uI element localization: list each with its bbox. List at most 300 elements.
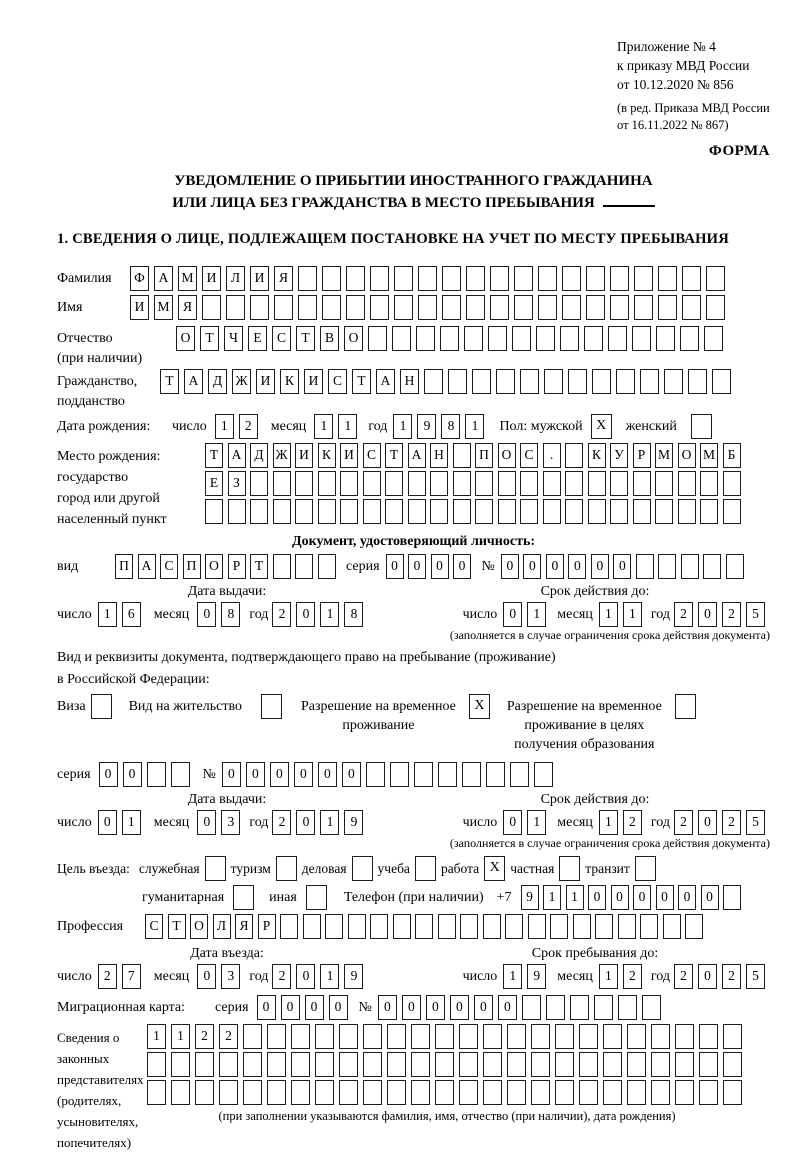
char-cell[interactable]: 1: [527, 602, 546, 627]
char-cell[interactable]: Л: [213, 914, 231, 939]
char-cell[interactable]: А: [184, 369, 203, 394]
char-cell[interactable]: [414, 762, 433, 787]
char-cell[interactable]: [528, 914, 546, 939]
char-cell[interactable]: 1: [314, 414, 333, 439]
char-cell[interactable]: 0: [453, 554, 471, 579]
char-cell[interactable]: [392, 326, 411, 351]
char-cell[interactable]: [295, 554, 313, 579]
char-cell[interactable]: [507, 1080, 526, 1105]
char-cell[interactable]: [520, 471, 538, 496]
char-cell[interactable]: 0: [450, 995, 469, 1020]
char-cell[interactable]: [618, 995, 637, 1020]
char-cell[interactable]: [291, 1080, 310, 1105]
char-cell[interactable]: [440, 326, 459, 351]
char-cell[interactable]: [658, 295, 677, 320]
char-cell[interactable]: [610, 499, 628, 524]
char-cell[interactable]: [462, 762, 481, 787]
char-cell[interactable]: [565, 471, 583, 496]
char-cell[interactable]: К: [280, 369, 299, 394]
char-cell[interactable]: [394, 295, 413, 320]
char-cell[interactable]: З: [228, 471, 246, 496]
char-cell[interactable]: [483, 1052, 502, 1077]
char-cell[interactable]: [627, 1052, 646, 1077]
char-cell[interactable]: 9: [344, 964, 363, 989]
char-cell[interactable]: [147, 762, 166, 787]
char-cell[interactable]: [243, 1024, 262, 1049]
char-cell[interactable]: [510, 762, 529, 787]
char-cell[interactable]: [442, 266, 461, 291]
char-cell[interactable]: 2: [272, 602, 291, 627]
char-cell[interactable]: [363, 1080, 382, 1105]
char-cell[interactable]: [675, 1080, 694, 1105]
char-cell[interactable]: [273, 554, 291, 579]
char-cell[interactable]: 1: [122, 810, 141, 835]
char-cell[interactable]: [588, 471, 606, 496]
char-cell[interactable]: Т: [296, 326, 315, 351]
char-cell[interactable]: [584, 326, 603, 351]
char-cell[interactable]: [562, 266, 581, 291]
char-cell[interactable]: [322, 295, 341, 320]
char-cell[interactable]: [703, 554, 721, 579]
char-cell[interactable]: С: [520, 443, 538, 468]
char-cell[interactable]: Т: [385, 443, 403, 468]
char-cell[interactable]: 0: [296, 964, 315, 989]
char-cell[interactable]: А: [138, 554, 156, 579]
char-cell[interactable]: [267, 1024, 286, 1049]
char-cell[interactable]: [408, 499, 426, 524]
char-cell[interactable]: [706, 295, 725, 320]
char-cell[interactable]: О: [205, 554, 223, 579]
char-cell[interactable]: [408, 471, 426, 496]
char-cell[interactable]: 3: [221, 810, 240, 835]
char-cell[interactable]: 5: [746, 810, 765, 835]
char-cell[interactable]: [699, 1024, 718, 1049]
char-cell[interactable]: 2: [272, 810, 291, 835]
char-cell[interactable]: [682, 266, 701, 291]
char-cell[interactable]: [627, 1024, 646, 1049]
char-cell[interactable]: [295, 499, 313, 524]
char-cell[interactable]: 0: [342, 762, 361, 787]
char-cell[interactable]: 1: [171, 1024, 190, 1049]
char-cell[interactable]: [171, 1052, 190, 1077]
char-cell[interactable]: [315, 1024, 334, 1049]
char-cell[interactable]: 8: [344, 602, 363, 627]
char-cell[interactable]: [651, 1052, 670, 1077]
char-cell[interactable]: [339, 1024, 358, 1049]
char-cell[interactable]: Н: [430, 443, 448, 468]
char-cell[interactable]: С: [328, 369, 347, 394]
char-cell[interactable]: О: [678, 443, 696, 468]
char-cell[interactable]: [411, 1052, 430, 1077]
char-cell[interactable]: С: [145, 914, 163, 939]
char-cell[interactable]: С: [363, 443, 381, 468]
char-cell[interactable]: О: [176, 326, 195, 351]
temp-residence-edu-checkbox[interactable]: [675, 694, 696, 719]
char-cell[interactable]: 0: [296, 810, 315, 835]
char-cell[interactable]: [267, 1052, 286, 1077]
char-cell[interactable]: И: [304, 369, 323, 394]
char-cell[interactable]: [658, 554, 676, 579]
char-cell[interactable]: 2: [722, 964, 741, 989]
char-cell[interactable]: [675, 1052, 694, 1077]
char-cell[interactable]: 2: [623, 964, 642, 989]
char-cell[interactable]: [555, 1052, 574, 1077]
char-cell[interactable]: [435, 1052, 454, 1077]
char-cell[interactable]: 8: [221, 602, 240, 627]
char-cell[interactable]: Ж: [273, 443, 291, 468]
char-cell[interactable]: [490, 266, 509, 291]
char-cell[interactable]: 0: [318, 762, 337, 787]
char-cell[interactable]: [723, 471, 741, 496]
char-cell[interactable]: Д: [208, 369, 227, 394]
char-cell[interactable]: [219, 1052, 238, 1077]
char-cell[interactable]: [723, 885, 741, 910]
char-cell[interactable]: [339, 1080, 358, 1105]
char-cell[interactable]: [339, 1052, 358, 1077]
char-cell[interactable]: [459, 1080, 478, 1105]
char-cell[interactable]: [147, 1052, 166, 1077]
char-cell[interactable]: [538, 266, 557, 291]
char-cell[interactable]: 0: [408, 554, 426, 579]
char-cell[interactable]: 1: [320, 964, 339, 989]
char-cell[interactable]: Т: [205, 443, 223, 468]
char-cell[interactable]: [243, 1052, 262, 1077]
char-cell[interactable]: [418, 266, 437, 291]
char-cell[interactable]: [466, 266, 485, 291]
char-cell[interactable]: И: [256, 369, 275, 394]
char-cell[interactable]: 0: [197, 602, 216, 627]
char-cell[interactable]: [228, 499, 246, 524]
char-cell[interactable]: [534, 762, 553, 787]
char-cell[interactable]: [460, 914, 478, 939]
char-cell[interactable]: У: [610, 443, 628, 468]
char-cell[interactable]: [595, 914, 613, 939]
char-cell[interactable]: 2: [674, 964, 693, 989]
char-cell[interactable]: [512, 326, 531, 351]
char-cell[interactable]: Е: [205, 471, 223, 496]
char-cell[interactable]: [592, 369, 611, 394]
char-cell[interactable]: [555, 1080, 574, 1105]
char-cell[interactable]: [430, 471, 448, 496]
char-cell[interactable]: [390, 762, 409, 787]
char-cell[interactable]: [318, 499, 336, 524]
purpose-private-checkbox[interactable]: [559, 856, 580, 881]
char-cell[interactable]: [520, 369, 539, 394]
char-cell[interactable]: 0: [701, 885, 719, 910]
char-cell[interactable]: А: [154, 266, 173, 291]
char-cell[interactable]: [363, 499, 381, 524]
char-cell[interactable]: [340, 499, 358, 524]
char-cell[interactable]: 0: [197, 964, 216, 989]
char-cell[interactable]: И: [295, 443, 313, 468]
char-cell[interactable]: [415, 914, 433, 939]
char-cell[interactable]: [634, 295, 653, 320]
char-cell[interactable]: [723, 1080, 742, 1105]
char-cell[interactable]: [387, 1080, 406, 1105]
char-cell[interactable]: [298, 295, 317, 320]
char-cell[interactable]: 0: [222, 762, 241, 787]
char-cell[interactable]: 1: [623, 602, 642, 627]
char-cell[interactable]: [348, 914, 366, 939]
char-cell[interactable]: М: [178, 266, 197, 291]
char-cell[interactable]: 3: [221, 964, 240, 989]
char-cell[interactable]: [723, 1052, 742, 1077]
char-cell[interactable]: [488, 326, 507, 351]
char-cell[interactable]: [704, 326, 723, 351]
char-cell[interactable]: 0: [246, 762, 265, 787]
char-cell[interactable]: 1: [98, 602, 117, 627]
char-cell[interactable]: 1: [393, 414, 412, 439]
char-cell[interactable]: [267, 1080, 286, 1105]
char-cell[interactable]: 9: [521, 885, 539, 910]
char-cell[interactable]: [681, 554, 699, 579]
char-cell[interactable]: [505, 914, 523, 939]
char-cell[interactable]: 1: [320, 810, 339, 835]
char-cell[interactable]: 1: [527, 810, 546, 835]
char-cell[interactable]: 0: [296, 602, 315, 627]
char-cell[interactable]: [486, 762, 505, 787]
char-cell[interactable]: Я: [274, 266, 293, 291]
char-cell[interactable]: [688, 369, 707, 394]
char-cell[interactable]: [579, 1080, 598, 1105]
char-cell[interactable]: [586, 295, 605, 320]
char-cell[interactable]: 7: [122, 964, 141, 989]
char-cell[interactable]: [363, 471, 381, 496]
char-cell[interactable]: [387, 1024, 406, 1049]
char-cell[interactable]: 2: [722, 602, 741, 627]
char-cell[interactable]: [346, 266, 365, 291]
char-cell[interactable]: [435, 1080, 454, 1105]
char-cell[interactable]: Б: [723, 443, 741, 468]
char-cell[interactable]: [370, 266, 389, 291]
char-cell[interactable]: [366, 762, 385, 787]
char-cell[interactable]: [459, 1024, 478, 1049]
char-cell[interactable]: 1: [599, 602, 618, 627]
char-cell[interactable]: И: [130, 295, 149, 320]
char-cell[interactable]: [363, 1024, 382, 1049]
char-cell[interactable]: О: [498, 443, 516, 468]
char-cell[interactable]: 0: [501, 554, 519, 579]
char-cell[interactable]: В: [320, 326, 339, 351]
char-cell[interactable]: [658, 266, 677, 291]
char-cell[interactable]: 1: [147, 1024, 166, 1049]
char-cell[interactable]: 1: [566, 885, 584, 910]
char-cell[interactable]: [387, 1052, 406, 1077]
char-cell[interactable]: [385, 471, 403, 496]
char-cell[interactable]: [560, 326, 579, 351]
char-cell[interactable]: [393, 914, 411, 939]
char-cell[interactable]: 1: [320, 602, 339, 627]
char-cell[interactable]: [205, 499, 223, 524]
char-cell[interactable]: 0: [503, 602, 522, 627]
char-cell[interactable]: [363, 1052, 382, 1077]
char-cell[interactable]: 0: [99, 762, 118, 787]
char-cell[interactable]: .: [543, 443, 561, 468]
char-cell[interactable]: [543, 471, 561, 496]
char-cell[interactable]: [280, 914, 298, 939]
char-cell[interactable]: [664, 369, 683, 394]
char-cell[interactable]: [633, 471, 651, 496]
char-cell[interactable]: [171, 762, 190, 787]
char-cell[interactable]: [685, 914, 703, 939]
char-cell[interactable]: [514, 266, 533, 291]
char-cell[interactable]: [651, 1024, 670, 1049]
char-cell[interactable]: [726, 554, 744, 579]
char-cell[interactable]: [640, 914, 658, 939]
char-cell[interactable]: [586, 266, 605, 291]
char-cell[interactable]: Т: [160, 369, 179, 394]
char-cell[interactable]: [430, 499, 448, 524]
char-cell[interactable]: Р: [633, 443, 651, 468]
char-cell[interactable]: [634, 266, 653, 291]
char-cell[interactable]: М: [700, 443, 718, 468]
char-cell[interactable]: [250, 499, 268, 524]
char-cell[interactable]: [700, 499, 718, 524]
char-cell[interactable]: [565, 499, 583, 524]
char-cell[interactable]: [448, 369, 467, 394]
char-cell[interactable]: [411, 1080, 430, 1105]
char-cell[interactable]: 2: [219, 1024, 238, 1049]
char-cell[interactable]: П: [475, 443, 493, 468]
char-cell[interactable]: [368, 326, 387, 351]
char-cell[interactable]: [424, 369, 443, 394]
char-cell[interactable]: [466, 295, 485, 320]
char-cell[interactable]: М: [154, 295, 173, 320]
char-cell[interactable]: 0: [678, 885, 696, 910]
char-cell[interactable]: [616, 369, 635, 394]
char-cell[interactable]: [475, 471, 493, 496]
char-cell[interactable]: Ж: [232, 369, 251, 394]
char-cell[interactable]: [202, 295, 221, 320]
char-cell[interactable]: [514, 295, 533, 320]
char-cell[interactable]: П: [115, 554, 133, 579]
char-cell[interactable]: М: [655, 443, 673, 468]
char-cell[interactable]: [636, 554, 654, 579]
char-cell[interactable]: 0: [305, 995, 324, 1020]
char-cell[interactable]: 2: [623, 810, 642, 835]
char-cell[interactable]: [195, 1052, 214, 1077]
char-cell[interactable]: [550, 914, 568, 939]
char-cell[interactable]: Я: [178, 295, 197, 320]
char-cell[interactable]: 0: [257, 995, 276, 1020]
char-cell[interactable]: 0: [588, 885, 606, 910]
char-cell[interactable]: О: [344, 326, 363, 351]
char-cell[interactable]: 0: [123, 762, 142, 787]
char-cell[interactable]: [385, 499, 403, 524]
char-cell[interactable]: О: [190, 914, 208, 939]
char-cell[interactable]: [531, 1052, 550, 1077]
char-cell[interactable]: 2: [674, 810, 693, 835]
char-cell[interactable]: [340, 471, 358, 496]
char-cell[interactable]: [295, 471, 313, 496]
char-cell[interactable]: [555, 1024, 574, 1049]
char-cell[interactable]: А: [408, 443, 426, 468]
char-cell[interactable]: [453, 443, 471, 468]
char-cell[interactable]: [627, 1080, 646, 1105]
char-cell[interactable]: [322, 266, 341, 291]
char-cell[interactable]: [298, 266, 317, 291]
char-cell[interactable]: 2: [98, 964, 117, 989]
char-cell[interactable]: [226, 295, 245, 320]
char-cell[interactable]: [315, 1052, 334, 1077]
char-cell[interactable]: [579, 1024, 598, 1049]
char-cell[interactable]: [682, 295, 701, 320]
char-cell[interactable]: 2: [722, 810, 741, 835]
char-cell[interactable]: [706, 266, 725, 291]
char-cell[interactable]: С: [160, 554, 178, 579]
char-cell[interactable]: 0: [546, 554, 564, 579]
char-cell[interactable]: И: [340, 443, 358, 468]
char-cell[interactable]: [579, 1052, 598, 1077]
char-cell[interactable]: [291, 1052, 310, 1077]
char-cell[interactable]: 0: [698, 810, 717, 835]
char-cell[interactable]: П: [183, 554, 201, 579]
char-cell[interactable]: [219, 1080, 238, 1105]
char-cell[interactable]: [507, 1052, 526, 1077]
char-cell[interactable]: 0: [281, 995, 300, 1020]
purpose-transit-checkbox[interactable]: [635, 856, 656, 881]
char-cell[interactable]: 2: [239, 414, 258, 439]
char-cell[interactable]: И: [202, 266, 221, 291]
char-cell[interactable]: 0: [656, 885, 674, 910]
char-cell[interactable]: [411, 1024, 430, 1049]
char-cell[interactable]: [699, 1052, 718, 1077]
char-cell[interactable]: [531, 1024, 550, 1049]
char-cell[interactable]: 9: [527, 964, 546, 989]
char-cell[interactable]: 0: [474, 995, 493, 1020]
char-cell[interactable]: 9: [417, 414, 436, 439]
char-cell[interactable]: [655, 499, 673, 524]
char-cell[interactable]: Н: [400, 369, 419, 394]
char-cell[interactable]: 0: [523, 554, 541, 579]
char-cell[interactable]: К: [318, 443, 336, 468]
char-cell[interactable]: 0: [591, 554, 609, 579]
char-cell[interactable]: [325, 914, 343, 939]
char-cell[interactable]: [642, 995, 661, 1020]
char-cell[interactable]: 8: [441, 414, 460, 439]
char-cell[interactable]: 1: [465, 414, 484, 439]
char-cell[interactable]: [472, 369, 491, 394]
sex-female-checkbox[interactable]: [691, 414, 712, 439]
char-cell[interactable]: [680, 326, 699, 351]
char-cell[interactable]: [618, 914, 636, 939]
char-cell[interactable]: 2: [195, 1024, 214, 1049]
purpose-humanitarian-checkbox[interactable]: [233, 885, 254, 910]
char-cell[interactable]: 0: [503, 810, 522, 835]
char-cell[interactable]: [273, 499, 291, 524]
char-cell[interactable]: [570, 995, 589, 1020]
char-cell[interactable]: [531, 1080, 550, 1105]
char-cell[interactable]: [147, 1080, 166, 1105]
char-cell[interactable]: Р: [258, 914, 276, 939]
char-cell[interactable]: [640, 369, 659, 394]
char-cell[interactable]: [464, 326, 483, 351]
purpose-other-checkbox[interactable]: [306, 885, 327, 910]
char-cell[interactable]: [490, 295, 509, 320]
char-cell[interactable]: Я: [235, 914, 253, 939]
char-cell[interactable]: [438, 914, 456, 939]
char-cell[interactable]: Т: [250, 554, 268, 579]
char-cell[interactable]: [171, 1080, 190, 1105]
char-cell[interactable]: [315, 1080, 334, 1105]
char-cell[interactable]: [632, 326, 651, 351]
char-cell[interactable]: 0: [426, 995, 445, 1020]
char-cell[interactable]: [507, 1024, 526, 1049]
char-cell[interactable]: 1: [338, 414, 357, 439]
char-cell[interactable]: 0: [633, 885, 651, 910]
char-cell[interactable]: 1: [215, 414, 234, 439]
char-cell[interactable]: [712, 369, 731, 394]
